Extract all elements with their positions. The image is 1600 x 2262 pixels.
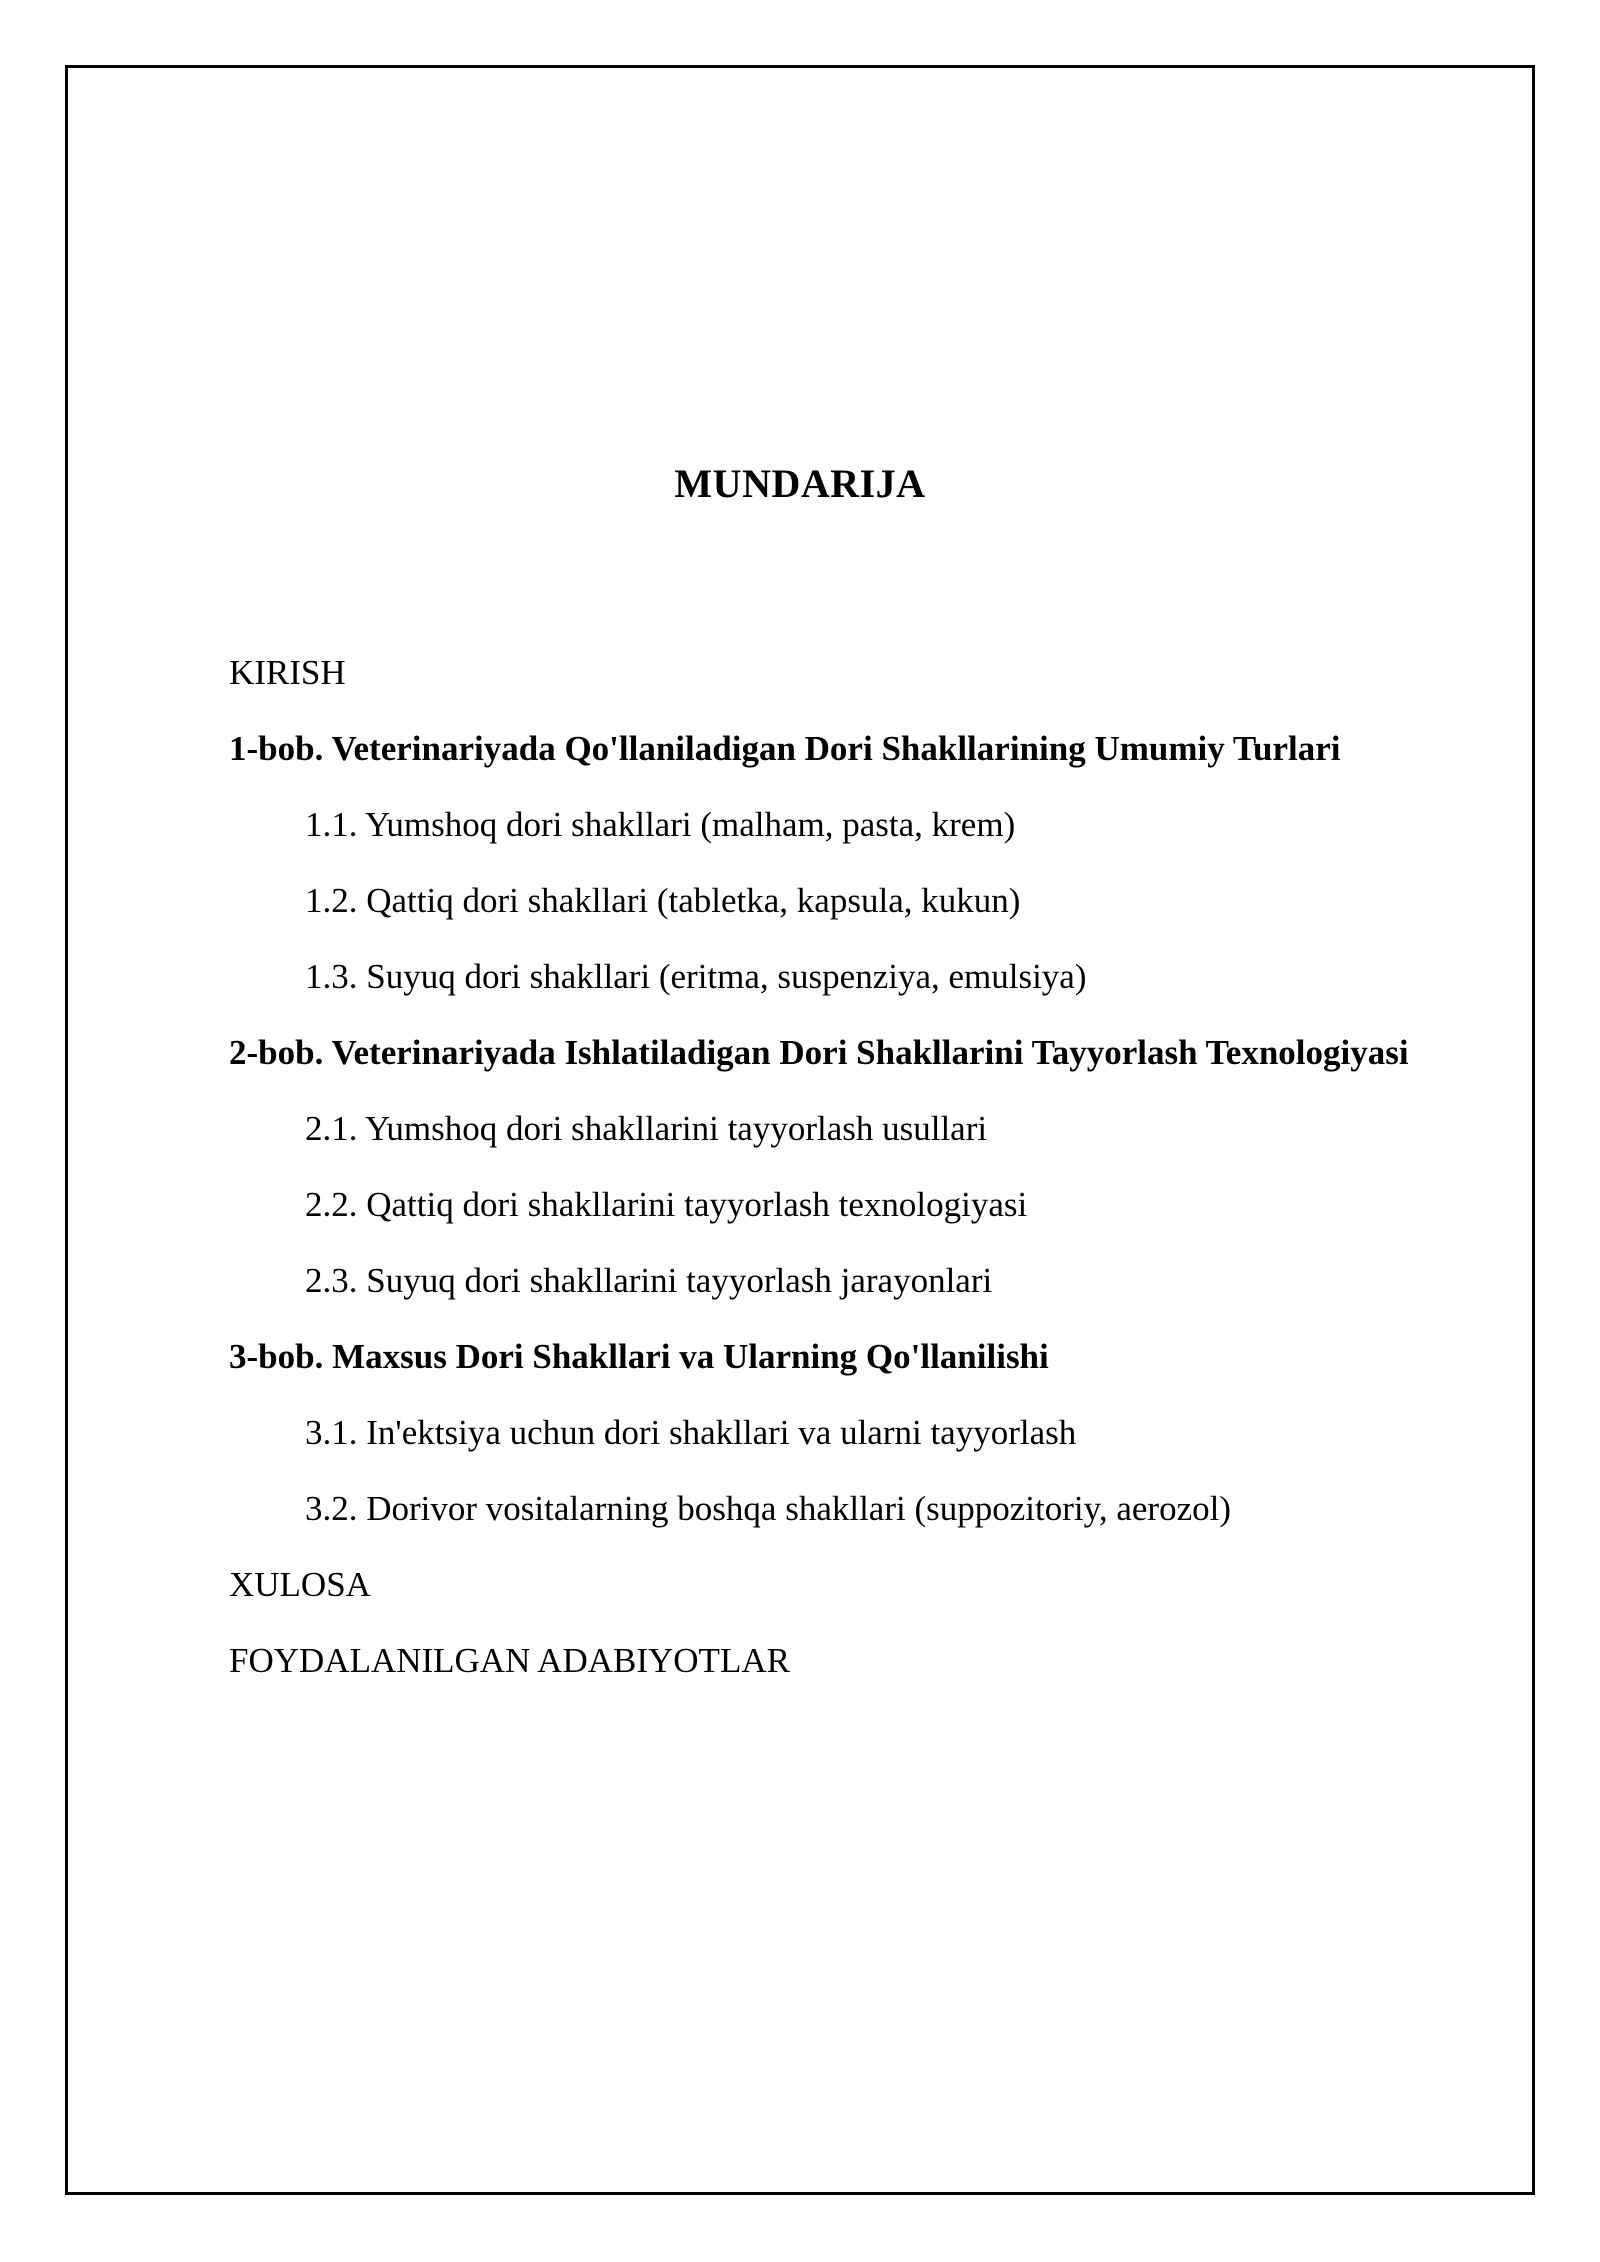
toc-section-2-2: 2.2. Qattiq dori shakllarini tayyorlash texnologiyasi bbox=[305, 1185, 1028, 1224]
toc-section-2-3: 2.3. Suyuq dori shakllarini tayyorlash jarayonlari bbox=[305, 1261, 993, 1300]
toc-title: MUNDARIJA bbox=[674, 461, 926, 506]
toc-section-1-1: 1.1. Yumshoq dori shakllari (malham, pasta, krem) bbox=[305, 805, 1016, 844]
toc-entry-conclusion: XULOSA bbox=[229, 1565, 371, 1604]
toc-section-3-2: 3.2. Dorivor vositalarning boshqa shakllari (suppozitoriy, aerozol) bbox=[305, 1489, 1231, 1528]
toc-chapter-1: 1-bob. Veterinariyada Qo'llaniladigan Dori Shakllarining Umumiy Turlari bbox=[229, 729, 1341, 768]
toc-entry-introduction: KIRISH bbox=[229, 653, 346, 692]
toc-section-2-1: 2.1. Yumshoq dori shakllarini tayyorlash usullari bbox=[305, 1109, 988, 1148]
toc-section-1-2: 1.2. Qattiq dori shakllari (tabletka, kapsula, kukun) bbox=[305, 881, 1021, 920]
toc-section-3-1: 3.1. In'ektsiya uchun dori shakllari va ularni tayyorlash bbox=[305, 1413, 1077, 1452]
toc-chapter-3: 3-bob. Maxsus Dori Shakllari va Ularning Qo'llanilishi bbox=[229, 1337, 1049, 1376]
toc-section-1-3: 1.3. Suyuq dori shakllari (eritma, suspenziya, emulsiya) bbox=[305, 957, 1087, 996]
toc-entry-references: FOYDALANILGAN ADABIYOTLAR bbox=[229, 1641, 790, 1680]
table-of-contents bbox=[229, 640, 1489, 1704]
toc-chapter-2: 2-bob. Veterinariyada Ishlatiladigan Dori Shakllarini Tayyorlash Texnologiyasi bbox=[229, 1033, 1409, 1072]
